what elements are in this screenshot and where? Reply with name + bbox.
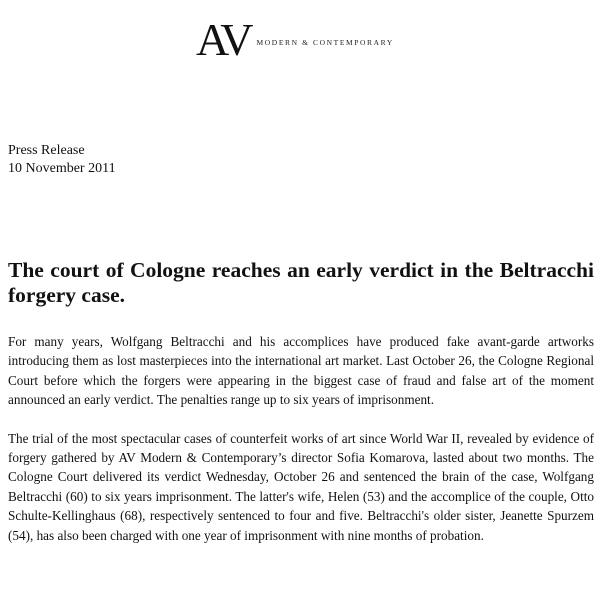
paragraph-2: The trial of the most spectacular cases of counterfeit works of art since World War II, revealed by evidence of forgery gathered by AV Modern & Contemporary’s director Sofia Komarova, lasted about two months. The Cologne Court delivered its verdict Wednesday, October 26 and sentenced the brain of the case, Wolfgang Beltracchi (60) to six years imprisonment. The latter's wife, Helen (53) and the accomplice of the couple, Otto Schulte-Kellinghaus (68), respectively sentenced to four and five. Beltracchi's older sister, Jeanette Spurzem (54), has also been charged with one year of imprisonment with nine months of probation.: [8, 430, 594, 543]
release-date: 10 November 2011: [8, 161, 116, 176]
company-logo: [196, 16, 394, 64]
press-release-meta: [8, 142, 116, 178]
logo-mark: AV: [196, 14, 251, 65]
paragraph-1: For many years, Wolfgang Beltracchi and his accomplices have produced fake avant-garde artworks introducing them as lost masterpieces into the international art market. Last October 26, the Cologne Regional Court before which the forgers were appearing in the biggest case of fraud and false art of the moment announced an early verdict. The penalties range up to six years of imprisonment.: [8, 334, 594, 408]
document-type-label: Press Release: [8, 143, 85, 158]
headline: The court of Cologne reaches an early verdict in the Beltracchi forgery case.: [8, 258, 594, 307]
logo-tagline: MODERN & CONTEMPORARY: [256, 37, 394, 47]
article-body: [8, 332, 594, 564]
